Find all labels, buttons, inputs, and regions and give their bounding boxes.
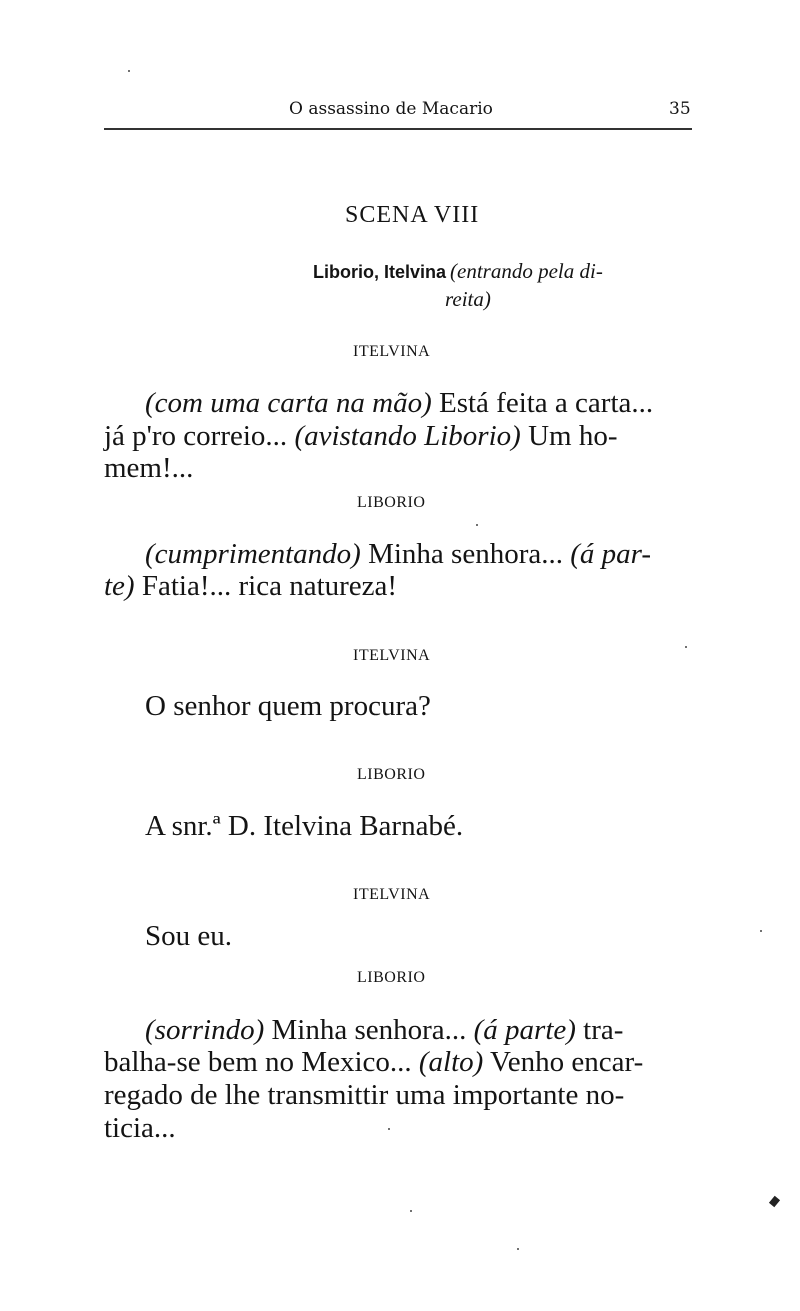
scan-speck [128,70,130,72]
speech-text: A snr.ª D. Itelvina Barnabé. [145,810,464,842]
stage-direction: te) [104,570,135,602]
scan-speck [476,524,478,526]
header-rule [104,128,692,130]
speaker-name: ITELVINA [353,647,431,664]
speech-text: Fatia!... rica natureza! [134,570,398,602]
scan-speck [760,930,762,932]
speaker-name: ITELVINA [353,343,431,360]
running-title: O assassino de Macario [289,99,493,119]
speech-text: Sou eu. [145,920,232,952]
dialogue-line [104,570,397,603]
cast-line [313,259,603,284]
speech-text: já p'ro correio... [104,420,295,452]
stage-direction: (alto) [418,1046,484,1078]
speaker-name: ITELVINA [353,886,431,903]
stage-direction: (á parte) [473,1014,576,1046]
dialogue-line [104,1046,643,1079]
speech-text: balha-se bem no Mexico... [104,1046,419,1078]
speech-text: Minha senhora... [264,1014,474,1046]
dialogue-line [104,452,193,485]
cast-characters: Liborio, Itelvina [313,262,447,282]
scan-speck [410,1210,412,1212]
speech-text: Está feita a carta... [431,387,654,419]
dialogue-line [145,538,651,571]
speech-text: tra- [575,1014,624,1046]
scene-title: SCENA VIII [345,202,480,228]
stage-direction: (com uma carta na mão) [145,387,432,419]
speaker-name: LIBORIO [357,766,426,783]
speaker-name: LIBORIO [357,969,426,986]
stage-direction: (á par- [570,538,652,570]
cast-direction: (entrando pela di- [450,259,603,283]
stage-direction: (sorrindo) [145,1014,265,1046]
stage-direction: (cumprimentando) [145,538,361,570]
dialogue-line [104,1079,624,1112]
speaker-name: LIBORIO [357,494,426,511]
cast-direction-cont: reita) [445,287,491,311]
dialogue-line [145,690,431,723]
dialogue-line [145,387,653,420]
dialogue-line [104,1112,176,1145]
speech-text: Minha senhora... [360,538,571,570]
speech-text: O senhor quem procura? [145,690,431,722]
dialogue-line [145,810,463,843]
dialogue-line [104,420,617,453]
speech-text: ticia... [104,1112,176,1144]
speech-text: Um ho- [520,420,618,452]
dialogue-line [145,1014,623,1047]
scan-mark [769,1196,780,1207]
scan-speck [517,1248,519,1250]
speech-text: Venho encar- [483,1046,644,1078]
scan-speck [388,1128,390,1130]
speech-text: mem!... [104,452,194,484]
scan-speck [685,646,687,648]
speech-text: regado de lhe transmittir uma importante no- [104,1079,625,1111]
stage-direction: (avistando Liborio) [294,420,521,452]
dialogue-line [145,920,232,953]
page-number: 35 [669,99,691,119]
